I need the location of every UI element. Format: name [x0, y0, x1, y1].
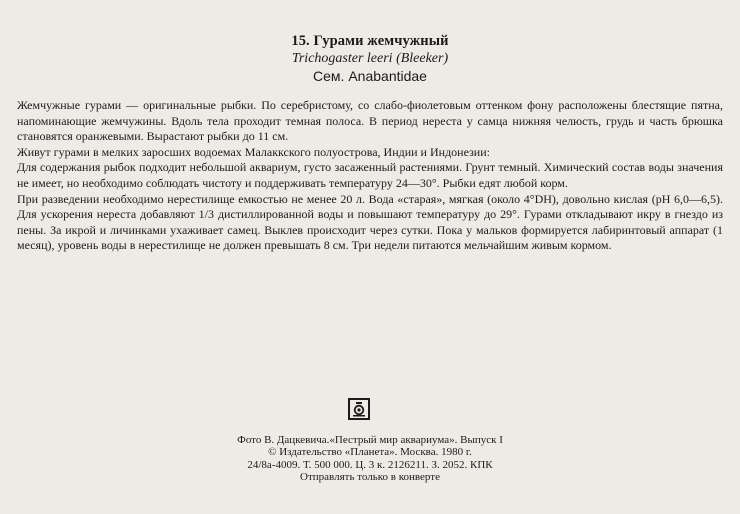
imprint [0, 434, 740, 484]
publisher-logo-mark [351, 401, 367, 417]
paragraph-breeding: При разведении необходимо нерестилище емкостью не менее 20 л. Вода «старая», мягкая (около 4°DH), довольно кислая (pH 6,0—6,5). Для ускорения нереста добавляют 1/3 дистиллированной воды и повышают температуру до 29°. Гурами откладывают икру в гнездо из пены. За икрой и личинками ухаживает самец. Выклев происходит через сутки. Пока у мальков формируется лабиринтовый аппарат (1 месяц), уровень воды в нерестилище не должен превышать 8 см. Три недели питаются мельчайшим живым кормом. [17, 191, 723, 253]
publisher-logo-icon [348, 398, 370, 420]
imprint-photo-credit: Фото В. Дацкевича.«Пестрый мир аквариума». Выпуск I [237, 434, 503, 446]
paragraph-habitat: Живут гурами в мелких заросших водоемах Малаккского полуострова, Индии и Индонезии: [17, 144, 490, 159]
family-name: Сем. Anabantidae [313, 68, 427, 84]
paragraph-appearance: Жемчужные гурами — оригинальные рыбки. По серебристому, со слабо-фиолетовым оттенком фону расположены блестящие пятна, напоминающие жемчужины. Вдоль тела проходит темная полоса. В период нереста у самца нижняя челюсть, грудь и часть брюшка становятся оранжевыми. Вырастают рыбки до 11 см. [17, 98, 723, 144]
imprint-publisher: © Издательство «Планета». Москва. 1980 г. [268, 446, 472, 459]
page-title: 15. Гурами жемчужный [291, 33, 449, 49]
imprint-print-info: 24/8а-4009. Т. 500 000. Ц. 3 к. 2126211. З. 2052. КПК [247, 458, 493, 471]
paragraph-care: Для содержания рыбок подходит небольшой аквариум, густо засаженный растениями. Грунт темный. Химический состав воды значения не имеет, но необходимо соблюдать чистоту и поддерживать температуру 24—30°. Рыбки едят любой корм. [17, 160, 723, 190]
description-text [17, 98, 723, 254]
latin-name: Trichogaster leeri (Bleeker) [291, 51, 449, 66]
imprint-mailing-note: Отправлять только в конверте [300, 471, 440, 484]
